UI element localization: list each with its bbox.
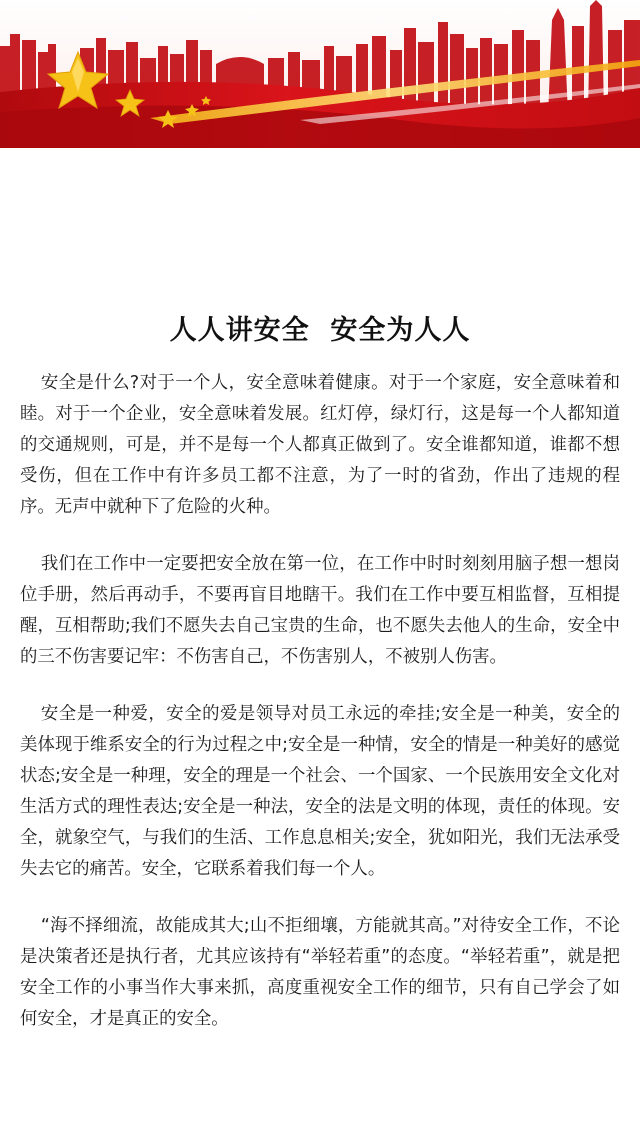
paragraph: “海不择细流，故能成其大;山不拒细壤，方能就其高。”对待安全工作，不论是决策者还是执行者，尤其应该持有“举轻若重”的态度。“举轻若重”，就是把安全工作的小事当作大事来抓，高度重视安全工作的细节，只有自己学会了如何安全，才是真正的安全。	[20, 916, 620, 1029]
page-title: 人人讲安全 安全为人人	[169, 315, 471, 346]
banner-illustration	[0, 0, 640, 148]
paragraph: 安全是一种爱，安全的爱是领导对员工永远的牵挂;安全是一种美，安全的美体现于维系安全的行为过程之中;安全是一种情，安全的情是一种美好的感觉状态;安全是一种理，安全的理是一个社会、一个国家、一个民族用安全文化对生活方式的理性表达;安全是一种法，安全的法是文明的体现，责任的体现。安全，就象空气，与我们的生活、工作息息相关;安全，犹如阳光，我们无法承受失去它的痛苦。安全，它联系着我们每一个人。	[20, 704, 620, 879]
paragraph: 安全是什么?对于一个人，安全意味着健康。对于一个家庭，安全意味着和睦。对于一个企业，安全意味着发展。红灯停，绿灯行，这是每一个人都知道的交通规则，可是，并不是每一个人都真正做到了。安全谁都知道，谁都不想受伤，但在工作中有许多员工都不注意，为了一时的省劲，作出了违规的程序。无声中就种下了危险的火种。	[20, 373, 620, 517]
paragraph: 我们在工作中一定要把安全放在第一位，在工作中时时刻刻用脑子想一想岗位手册，然后再动手，不要再盲目地瞎干。我们在工作中要互相监督，互相提醒，互相帮助;我们不愿失去自己宝贵的生命，也不愿失去他人的生命，安全中的三不伤害要记牢：不伤害自己，不伤害别人，不被别人伤害。	[20, 554, 620, 667]
header-banner	[0, 0, 640, 148]
article-body	[20, 368, 620, 1061]
